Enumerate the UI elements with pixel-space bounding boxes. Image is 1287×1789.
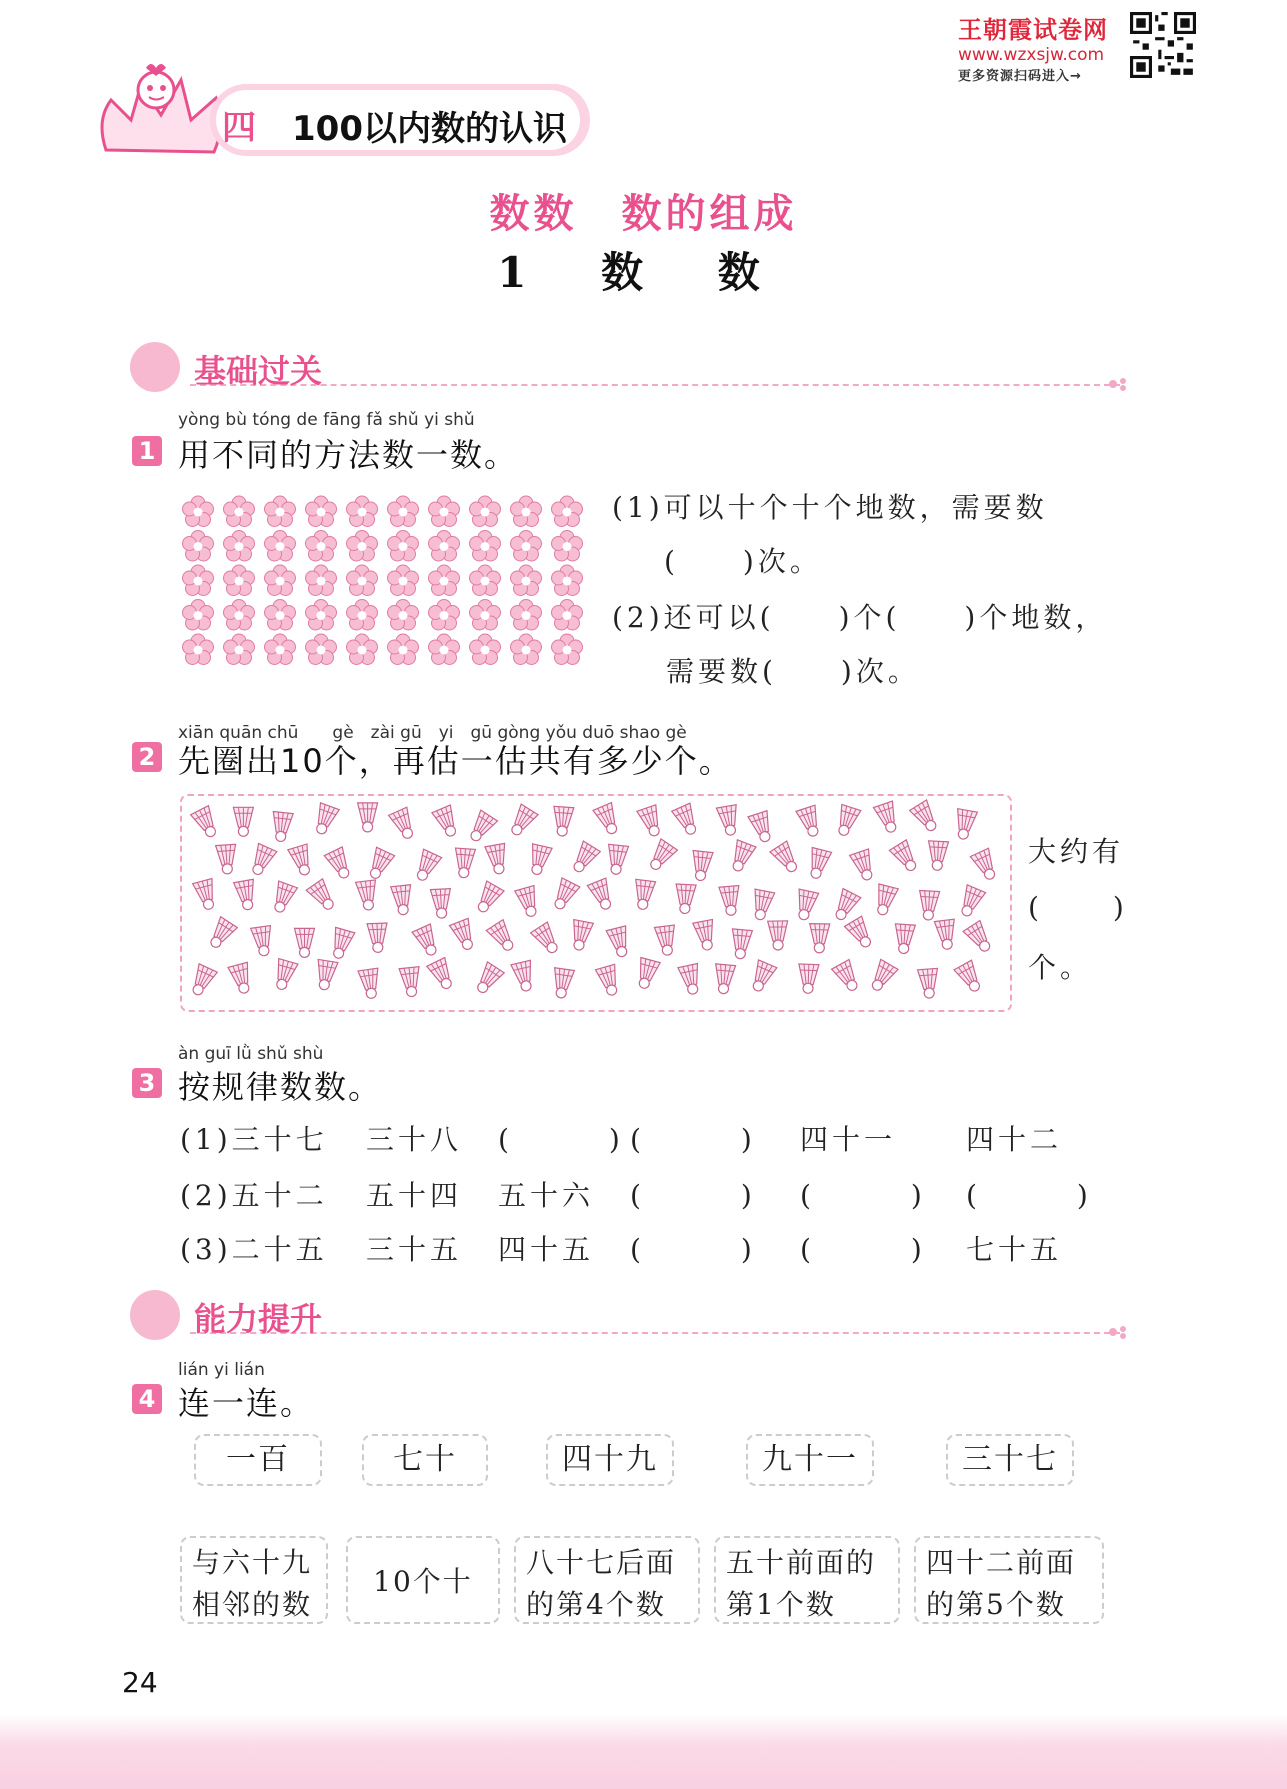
match-bottom-line: 的第4个数 (526, 1588, 666, 1621)
section-header-basic (130, 338, 1130, 394)
q3-cell[interactable]: ( ) (630, 1179, 756, 1212)
shuttlecock-icon (719, 885, 741, 916)
blossom-icon (429, 565, 460, 596)
blossom-icon (265, 496, 296, 527)
brand-url[interactable]: www.wzxsjw.com (958, 45, 1105, 65)
shuttlecock-icon (251, 926, 275, 958)
shuttlecock-icon (796, 805, 824, 839)
shuttlecock-icon (465, 810, 498, 845)
shuttlecock-icon (768, 921, 789, 950)
shuttlecock-icon (748, 811, 776, 845)
blossom-icon (306, 600, 337, 631)
shuttlecock-icon (893, 924, 915, 954)
shuttlecock-icon (832, 960, 864, 995)
shuttlecock-icon (713, 964, 735, 995)
shuttlecock-icon (690, 851, 713, 882)
match-bottom-line: 四十二前面 (926, 1546, 1077, 1579)
blossom-icon (183, 496, 214, 527)
shuttlecock-icon (654, 925, 677, 956)
shuttlecock-icon (595, 964, 622, 997)
blossom-icon (511, 600, 542, 631)
shuttlecock-icon (389, 807, 419, 842)
blossom-icon (429, 531, 460, 562)
q1-number: 1 (132, 436, 162, 466)
shuttlecock-icon (633, 957, 660, 990)
blossom-icon (265, 531, 296, 562)
shuttlecock-icon (873, 801, 901, 835)
shuttlecock-icon (427, 958, 458, 993)
blossom-icon (511, 565, 542, 596)
blossom-icon (470, 531, 501, 562)
shuttlecock-icon (205, 917, 238, 952)
shuttlecock-icon (288, 844, 316, 878)
shuttlecock-icon (552, 806, 574, 836)
shuttlecock-icon (485, 843, 510, 875)
blossom-icon (470, 634, 501, 665)
match-top-box[interactable]: 一百 (194, 1434, 322, 1486)
match-bottom-box[interactable] (346, 1536, 500, 1624)
q3-cell[interactable]: ( ) (966, 1179, 1092, 1212)
shuttlecock-icon (606, 844, 629, 875)
shuttlecock-icon (568, 841, 600, 876)
blossom-icon (552, 565, 583, 596)
dashed-divider (190, 384, 1120, 386)
match-top-box[interactable]: 三十七 (946, 1434, 1074, 1486)
q3-cell[interactable]: (2)五十二 (180, 1179, 328, 1212)
shuttlecock-icon (770, 841, 803, 876)
blossom-icon (511, 496, 542, 527)
shuttlecock-icon (637, 805, 665, 839)
blossom-icon (224, 600, 255, 631)
match-top-box[interactable]: 九十一 (746, 1434, 874, 1486)
shuttlecock-icon (187, 964, 217, 999)
section-title: 数数 数的组成 (489, 191, 798, 237)
match-bottom-box[interactable] (914, 1536, 1104, 1624)
shuttlecock-icon (850, 849, 878, 883)
q3-cell[interactable]: ( ) (800, 1179, 926, 1212)
shuttlecock-icon (793, 889, 819, 922)
dots-decoration-icon (1108, 376, 1130, 392)
shuttlecock-icon (568, 920, 593, 952)
mascot-icon (130, 342, 180, 392)
shuttlecock-icon (328, 927, 355, 960)
bottom-decoration-band (0, 1714, 1287, 1789)
shuttlecock-icon (311, 803, 340, 837)
q3-cell: 五十六 (498, 1179, 595, 1212)
blossom-icon (224, 565, 255, 596)
shuttlecock-icon (593, 803, 623, 838)
blossom-icon (183, 600, 214, 631)
blossom-icon (470, 600, 501, 631)
blossom-icon (429, 600, 460, 631)
shuttlecock-icon (730, 929, 752, 960)
shuttlecock-icon (247, 843, 277, 878)
shuttlecock-icon (412, 924, 442, 959)
shuttlecock-icon (551, 968, 575, 1000)
blossom-icon (183, 531, 214, 562)
shuttlecock-icon (411, 849, 441, 884)
shuttlecock-icon (216, 844, 238, 874)
shuttlecock-icon (270, 812, 293, 843)
shuttlecock-icon (809, 924, 830, 953)
q1-text: 用不同的方法数一数。 (178, 436, 519, 474)
blossom-icon (552, 600, 583, 631)
blossom-icon (347, 496, 378, 527)
q3-cell: 五十四 (366, 1179, 463, 1212)
q1-part1-line1: (1)可以十个十个地数，需要数 (612, 491, 1048, 524)
blossom-icon (511, 634, 542, 665)
match-bottom-line: 八十七后面 (526, 1546, 677, 1579)
blossom-icon (552, 496, 583, 527)
lesson-title: 1 数 数 (497, 248, 790, 297)
blossom-icon (183, 565, 214, 596)
q3-cell: 七十五 (966, 1233, 1063, 1266)
q3-cell[interactable]: (1)三十七 (180, 1123, 328, 1156)
q2-answer-line2: ( ) (1028, 891, 1130, 924)
q2-pinyin: xiān quān chū gè zài gū yi gū gòng yǒu duō shao gè (178, 723, 687, 743)
shuttlecock-icon (449, 918, 478, 952)
shuttlecock-icon (295, 928, 315, 957)
shuttlecock-icon (927, 841, 948, 871)
shuttlecock-icon (453, 848, 475, 878)
q3-cell: 四十一 (800, 1123, 897, 1156)
match-bottom-line: 与六十九 (192, 1546, 313, 1579)
shuttlecock-icon (963, 921, 996, 956)
qr-code-icon[interactable] (1130, 12, 1196, 78)
q3-cell: 四十二 (966, 1123, 1063, 1156)
match-bottom-line: 10个十 (373, 1565, 473, 1598)
q3-cell[interactable]: ( ) (630, 1123, 756, 1156)
shuttlecock-icon (830, 889, 861, 924)
blossom-icon (347, 634, 378, 665)
brand-tagline: 更多资源扫码进入→ (958, 69, 1082, 84)
mascot-icon (130, 1290, 180, 1340)
shuttlecock-icon (472, 962, 505, 997)
shuttlecock-icon (866, 959, 898, 994)
shuttlecock-icon (234, 879, 259, 911)
shuttlecock-icon (486, 920, 519, 955)
shuttlecock-icon (632, 879, 655, 910)
shuttlecock-icon (191, 806, 222, 841)
chapter-number: 四 (222, 108, 256, 148)
shuttlecock-icon (845, 916, 877, 951)
shuttlecock-icon (587, 878, 616, 912)
shuttlecock-icon (364, 847, 394, 882)
shuttlecock-icon (954, 960, 986, 995)
blossom-icon (347, 565, 378, 596)
shuttlecock-box[interactable] (180, 794, 1012, 1012)
q3-pinyin: àn guī lǜ shǔ shù (178, 1044, 324, 1064)
shuttlecock-icon (306, 879, 339, 914)
q3-cell[interactable]: (3)二十五 (180, 1233, 328, 1266)
q3-cell: 三十五 (366, 1233, 463, 1266)
shuttlecock-icon (716, 805, 741, 837)
shuttlecock-icon (515, 885, 542, 918)
blossom-icon (388, 531, 419, 562)
blossom-icon (306, 634, 337, 665)
match-bottom-line: 五十前面的 (726, 1546, 877, 1579)
shuttlecock-icon (511, 960, 537, 993)
shuttlecock-icon (271, 959, 298, 992)
shuttlecock-icon (747, 960, 777, 995)
q3-cell[interactable]: ( ) (630, 1233, 756, 1266)
shuttlecock-icon (970, 848, 1000, 883)
brand-name: 王朝霞试卷网 (958, 16, 1108, 44)
shuttlecock-icon (549, 878, 580, 913)
chapter-title: 100以内数的认识 (292, 109, 567, 149)
q3-number: 3 (132, 1068, 162, 1098)
blossom-icon (265, 565, 296, 596)
q3-cell: 三十八 (366, 1123, 463, 1156)
shuttlecock-icon (228, 962, 255, 995)
blossom-icon (347, 531, 378, 562)
dots-decoration-icon (1108, 1324, 1130, 1340)
shuttlecock-icon (645, 839, 678, 874)
shuttlecock-icon (953, 809, 978, 841)
shuttlecock-icon (391, 885, 414, 916)
match-bottom-box[interactable] (514, 1536, 700, 1624)
blossom-icon (183, 634, 214, 665)
match-top-box[interactable]: 七十 (362, 1434, 488, 1486)
blossom-grid (178, 495, 586, 667)
match-bottom-line: 相邻的数 (192, 1588, 313, 1621)
blossom-icon (347, 600, 378, 631)
shuttlecock-icon (472, 881, 504, 916)
q1-part1-line2: ( )次。 (664, 545, 822, 578)
blossom-icon (388, 600, 419, 631)
blossom-icon (265, 600, 296, 631)
section-label-advanced: 能力提升 (194, 1300, 323, 1338)
shuttlecock-field (182, 796, 1010, 1010)
shuttlecock-icon (356, 880, 379, 911)
shuttlecock-icon (432, 805, 462, 840)
q1-pinyin: yòng bù tóng de fāng fǎ shǔ yi shǔ (178, 410, 475, 430)
blossom-icon (306, 531, 337, 562)
match-bottom-box[interactable] (714, 1536, 900, 1624)
match-bottom-line: 的第5个数 (926, 1588, 1066, 1621)
blossom-icon (265, 634, 296, 665)
shuttlecock-icon (358, 803, 378, 832)
shuttlecock-icon (672, 803, 702, 838)
blossom-icon (470, 496, 501, 527)
match-bottom-box[interactable] (180, 1536, 328, 1624)
blossom-icon (552, 531, 583, 562)
shuttlecock-icon (233, 807, 253, 836)
shuttlecock-icon (798, 964, 819, 994)
section-header-advanced (130, 1286, 1130, 1342)
shuttlecock-icon (430, 889, 451, 919)
q1-part2-line2: 需要数( )次。 (666, 655, 920, 688)
shuttlecock-icon (531, 922, 564, 957)
q3-cell[interactable]: ( ) (800, 1233, 926, 1266)
q4-pinyin: lián yi lián (178, 1360, 265, 1380)
shuttlecock-icon (833, 804, 861, 838)
q3-cell[interactable]: ( ) (498, 1123, 624, 1156)
blossom-icon (306, 565, 337, 596)
section-label-basic: 基础过关 (194, 352, 323, 390)
shuttlecock-icon (805, 847, 831, 880)
dashed-divider (190, 1332, 1120, 1334)
shuttlecock-icon (367, 923, 388, 953)
q2-text: 先圈出10个，再估一估共有多少个。 (178, 742, 733, 780)
shuttlecock-icon (956, 885, 986, 920)
shuttlecock-icon (693, 919, 718, 951)
shuttlecock-icon (193, 878, 220, 911)
shuttlecock-icon (675, 884, 696, 914)
blossom-icon (388, 496, 419, 527)
shuttlecock-icon (399, 967, 422, 998)
blossom-icon (429, 496, 460, 527)
blossom-icon (552, 634, 583, 665)
blossom-icon (511, 531, 542, 562)
blossom-icon (306, 496, 337, 527)
blossom-icon (224, 531, 255, 562)
shuttlecock-icon (934, 919, 957, 950)
shuttlecock-icon (872, 884, 898, 917)
blossom-icon (224, 634, 255, 665)
shuttlecock-icon (526, 844, 552, 877)
shuttlecock-icon (918, 890, 939, 920)
blossom-icon (429, 634, 460, 665)
shuttlecock-icon (324, 847, 355, 882)
q4-number: 4 (132, 1384, 162, 1414)
shuttlecock-icon (889, 840, 921, 875)
shuttlecock-icon (506, 804, 538, 839)
q3-cell: 四十五 (498, 1233, 595, 1266)
shuttlecock-icon (314, 959, 338, 991)
q2-answer-line1: 大约有 (1028, 835, 1125, 868)
shuttlecock-icon (269, 881, 298, 915)
match-top-box[interactable]: 四十九 (546, 1434, 674, 1486)
q2-answer-line3: 个。 (1028, 951, 1093, 984)
shuttlecock-icon (918, 968, 940, 998)
brand-block (958, 10, 1128, 84)
q2-number: 2 (132, 742, 162, 772)
q3-text: 按规律数数。 (178, 1068, 383, 1106)
q1-part2-line1: (2)还可以( )个( )个地数， (612, 601, 1108, 634)
shuttlecock-icon (750, 889, 775, 921)
q4-text: 连一连。 (178, 1384, 315, 1422)
shuttlecock-icon (678, 964, 704, 997)
shuttlecock-icon (358, 968, 382, 1000)
shuttlecock-icon (606, 926, 632, 959)
page-number: 24 (122, 1666, 158, 1699)
shuttlecock-icon (727, 840, 756, 874)
blossom-icon (224, 496, 255, 527)
blossom-icon (388, 634, 419, 665)
shuttlecock-icon (910, 800, 942, 835)
blossom-icon (470, 565, 501, 596)
match-bottom-line: 第1个数 (726, 1588, 836, 1621)
blossom-icon (388, 565, 419, 596)
